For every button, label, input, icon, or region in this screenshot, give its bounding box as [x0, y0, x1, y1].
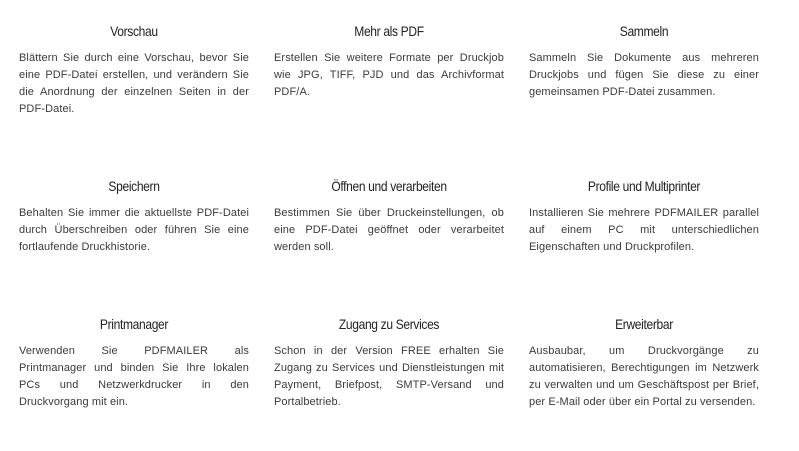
- feature-title: Sammeln: [619, 23, 669, 39]
- feature-title: Erweiterbar: [615, 316, 673, 332]
- feature-vorschau: [19, 22, 249, 118]
- feature-zugang-zu-services: [274, 315, 504, 411]
- feature-description: Installieren Sie mehrere PDFMAILER parallel auf einem PC mit unterschiedlichen Eigenschaften und Druckprofilen.: [529, 207, 759, 253]
- feature-title: Vorschau: [110, 23, 158, 39]
- feature-speichern: [19, 177, 249, 256]
- feature-title: Profile und Multiprinter: [587, 178, 701, 194]
- feature-description: Bestimmen Sie über Druckeinstellungen, ob eine PDF-Datei geöffnet oder verarbeitet werden soll.: [274, 207, 504, 253]
- feature-erweiterbar: [529, 315, 759, 411]
- feature-description: Ausbaubar, um Druckvorgänge zu automatisieren, Berechtigungen im Netzwerk zu verwalten und um Geschäftspost per Brief, per E-Mail oder über ein Portal zu versenden.: [529, 345, 759, 408]
- feature-profile-und-multiprinter: [529, 177, 759, 256]
- feature-description: Sammeln Sie Dokumente aus mehreren Druckjobs und fügen Sie diese zu einer gemeinsamen PDF-Datei zusammen.: [529, 52, 759, 98]
- feature-description: Behalten Sie immer die aktuellste PDF-Datei durch Überschreiben oder führen Sie eine fortlaufende Druckhistorie.: [19, 207, 249, 253]
- feature-title: Zugang zu Services: [338, 316, 440, 332]
- feature-oeffnen-und-verarbeiten: [274, 177, 504, 256]
- feature-title: Öffnen und verarbeiten: [331, 178, 447, 194]
- feature-mehr-als-pdf: [274, 22, 504, 101]
- feature-description: Schon in der Version FREE erhalten Sie Zugang zu Services und Dienstleistungen mit Payment, Briefpost, SMTP-Versand und Portalbetrieb.: [274, 345, 504, 408]
- feature-printmanager: [19, 315, 249, 411]
- feature-title: Mehr als PDF: [354, 23, 424, 39]
- feature-title: Printmanager: [99, 316, 169, 332]
- feature-description: Blättern Sie durch eine Vorschau, bevor Sie eine PDF-Datei erstellen, und verändern Sie die Anordnung der einzelnen Seiten in der PDF-Datei.: [19, 52, 249, 115]
- feature-title: Speichern: [108, 178, 160, 194]
- feature-sammeln: [529, 22, 759, 101]
- feature-description: Erstellen Sie weitere Formate per Druckjob wie JPG, TIFF, PJD und das Archivformat PDF/A.: [274, 52, 504, 98]
- feature-description: Verwenden Sie PDFMAILER als Printmanager und binden Sie Ihre lokalen PCs und Netzwerkdrucker in den Druckvorgang mit ein.: [19, 345, 249, 408]
